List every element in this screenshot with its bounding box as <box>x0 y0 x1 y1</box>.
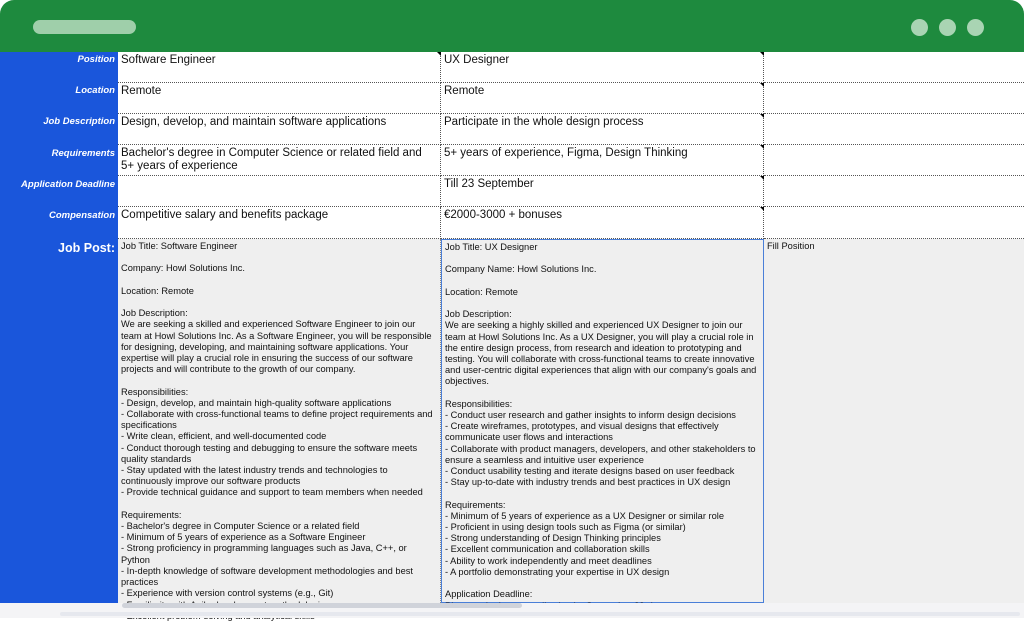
cell-location-ux[interactable]: Remote <box>441 83 764 114</box>
window-dot-icon[interactable] <box>967 19 984 36</box>
cell-job-post-software[interactable]: Job Title: Software Engineer Company: Howl Solutions Inc. Location: Remote Job Description: We are seeking a skilled and experienced Software Engineer to join our team at Howl Solutions Inc. As a Software Engineer, you will be responsible for designing, developing, and maintaining software applications. Your expertise will play a crucial role in ensuring the success of our software projects and will contribute to the growth of our company. Responsibilities: - Design, develop, and maintain high-quality software applications - Collaborate with cross-functional teams to define project requirements and specifications - Write clean, efficient, and well-documented code - Conduct thorough testing and debugging to ensure the software meets quality standards - Stay updated with the latest industry trends and technologies to continuously improve our software products - Provide technical guidance and support to team members when needed Requirements: - Bachelor's degree in Computer Science or a related field - Minimum of 5 years of experience as a Software Engineer - Strong proficiency in programming languages such as Java, C++, or Python - In-depth knowledge of software development methodologies and best practices - Experience with version control systems (e.g., Git) <box>118 239 441 603</box>
row-label-column <box>0 52 118 603</box>
title-placeholder-bar <box>33 20 136 34</box>
cell-compensation-software[interactable]: Competitive salary and benefits package <box>118 207 441 239</box>
cell-job-post-fill[interactable]: Fill Position <box>764 239 1024 603</box>
cell-requirements-ux[interactable]: 5+ years of experience, Figma, Design Thinking <box>441 145 764 176</box>
cell-job-post-ux[interactable]: Job Title: UX Designer Company Name: Howl Solutions Inc. Location: Remote Job Description: We are seeking a highly skilled and experienced UX Designer to join our team at Howl Solutions Inc. As a UX Designer, you will play a crucial role in the entire design process, from research and ideation to prototyping and testing. You will collaborate with cross-functional teams to create innovative and user-centric digital experiences that align with our company's goals and objectives. Responsibilities: - Conduct user research and gather insights to inform design decisions - Create wireframes, prototypes, and visual designs that effectively communicate user flows and interactions - Collaborate with product managers, developers, and other stakeholders to ensure a seamless and intuitive user experience - Conduct usability testing and iterate designs based on user feedback - Stay up-to-date with industry trends and best practices in UX design Requirements: - Minimum of 5 years of experience as a UX Designer or similar role - Proficient in using design tools such as Figma (or similar) - Strong understanding of Design Thinking principles - Excellent communication and collaboration skills - Ability to work independently and meet deadlines - A portfolio demonstrating your expertise in UX design Application Deadline: <box>441 239 764 603</box>
cell-deadline-ux[interactable]: Till 23 September <box>441 176 764 207</box>
cell-location-empty[interactable] <box>764 83 1024 114</box>
cell-requirements-empty[interactable] <box>764 145 1024 176</box>
cell-compensation-ux[interactable]: €2000-3000 + bonuses <box>441 207 764 239</box>
cell-description-software[interactable]: Design, develop, and maintain software applications <box>118 114 441 145</box>
window-titlebar <box>0 0 1024 52</box>
cell-position-ux[interactable]: UX Designer <box>441 52 764 83</box>
cell-position-software[interactable]: Software Engineer <box>118 52 441 83</box>
scrollbar-track[interactable] <box>60 612 1020 616</box>
horizontal-scrollbar[interactable] <box>0 603 1024 618</box>
label-location: Location <box>75 85 115 96</box>
cell-deadline-software[interactable] <box>118 176 441 207</box>
window-dot-icon[interactable] <box>939 19 956 36</box>
label-requirements: Requirements <box>51 148 115 159</box>
cell-description-empty[interactable] <box>764 114 1024 145</box>
label-position: Position <box>77 54 115 65</box>
cell-location-software[interactable]: Remote <box>118 83 441 114</box>
label-job-description: Job Description <box>43 116 115 127</box>
cell-compensation-empty[interactable] <box>764 207 1024 239</box>
cell-position-empty[interactable] <box>764 52 1024 83</box>
label-application-deadline: Application Deadline <box>21 179 115 190</box>
label-job-post: Job Post: <box>58 241 115 255</box>
label-compensation: Compensation <box>49 210 115 221</box>
scrollbar-thumb[interactable] <box>122 603 522 608</box>
cell-requirements-software[interactable]: Bachelor's degree in Computer Science or related field and 5+ years of experience <box>118 145 441 176</box>
window-dot-icon[interactable] <box>911 19 928 36</box>
spreadsheet <box>0 52 1024 603</box>
cell-description-ux[interactable]: Participate in the whole design process <box>441 114 764 145</box>
cell-deadline-empty[interactable] <box>764 176 1024 207</box>
